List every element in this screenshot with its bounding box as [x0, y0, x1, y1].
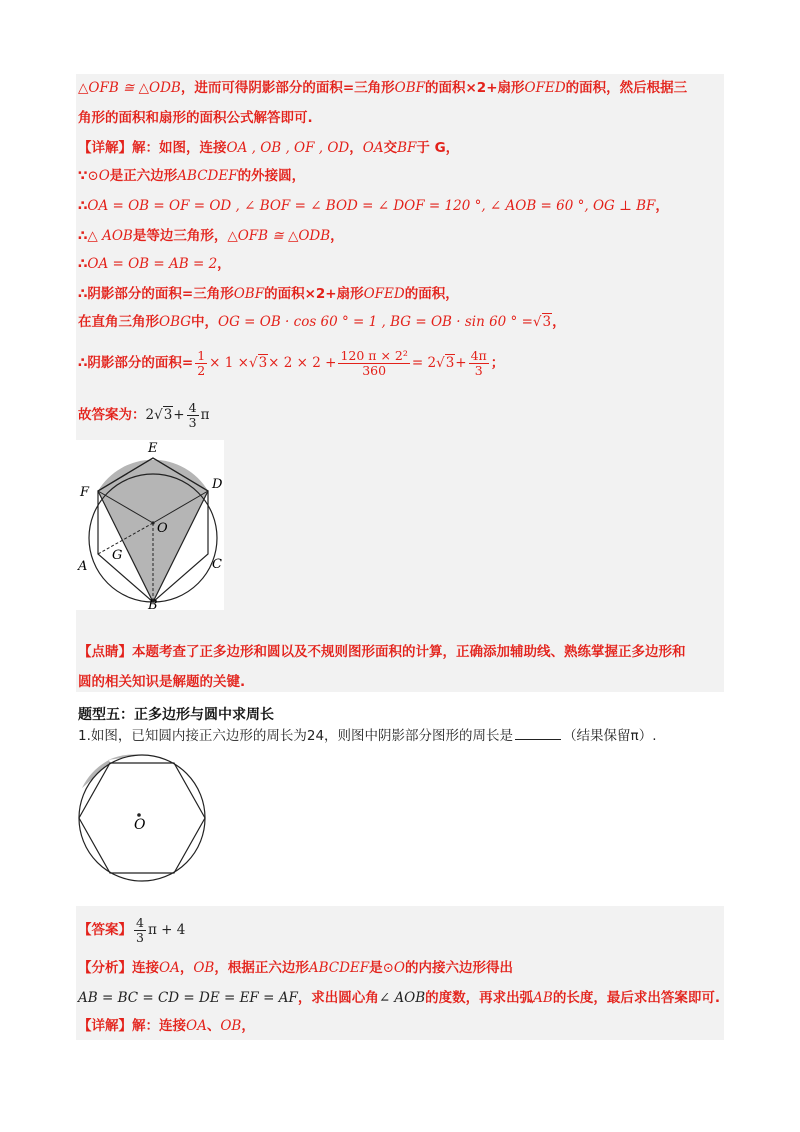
- solution-line-5: [78, 196, 669, 216]
- text: 连接: [132, 960, 159, 976]
- math: OBF: [233, 286, 265, 302]
- math: △ AOB: [87, 228, 133, 244]
- math: +: [455, 355, 467, 371]
- text: 解：连接: [132, 1018, 186, 1034]
- analysis-line-2: [78, 988, 720, 1008]
- radicand: 3: [163, 407, 173, 423]
- text: 中，: [191, 314, 219, 330]
- detail-line: [78, 1016, 255, 1036]
- analysis-line-1: [78, 958, 513, 978]
- denominator: 360: [362, 362, 387, 378]
- comment-line-2: 圆的相关知识是解题的关键.: [78, 674, 246, 690]
- denominator: 3: [474, 362, 483, 378]
- math: ABCDEF: [177, 168, 238, 184]
- solution-line-6: [78, 226, 344, 246]
- numerator: 4π: [470, 347, 487, 363]
- answer-line: [78, 912, 185, 948]
- text: 故答案为：: [78, 407, 146, 423]
- label-F: F: [80, 485, 90, 500]
- text: 的面积×2+扇形: [425, 80, 525, 96]
- math: OA: [159, 960, 180, 976]
- text: 的内接六边形得出: [405, 960, 514, 976]
- therefore-symbol: ∴: [78, 228, 88, 244]
- math: π + 4: [147, 922, 186, 938]
- text: 在直角三角形: [78, 314, 159, 330]
- text: 的面积，然后根据三: [565, 80, 688, 96]
- sqrt-expr: √3: [248, 355, 268, 371]
- text: 是等边三角形，: [132, 228, 228, 244]
- text: 的面积，: [404, 286, 459, 302]
- math: OB: [193, 960, 215, 976]
- detail-tag: 【详解】: [78, 140, 132, 156]
- label-O: O: [157, 521, 168, 536]
- solution-line-9: [78, 312, 566, 332]
- math: AB: [533, 990, 553, 1006]
- text: （结果保留π）.: [563, 728, 657, 744]
- math: OFED: [363, 286, 405, 302]
- because-symbol: ∵: [78, 168, 88, 184]
- numerator: 120 π × 2²: [340, 347, 408, 363]
- text: 交: [383, 140, 398, 156]
- text: 解：如图，连接: [132, 140, 227, 156]
- therefore-symbol: ∴: [78, 198, 88, 214]
- solution-line-7: [78, 254, 231, 274]
- denominator: 3: [188, 414, 197, 430]
- denominator: 3: [136, 929, 144, 945]
- math: × 1 ×: [209, 355, 249, 371]
- answer-blank: [515, 739, 561, 740]
- question-text: [78, 724, 656, 744]
- math: OA = OB = OF = OD , ∠ BOF = ∠ BOD = ∠ DOF = 120 °, ∠ AOB = 60 °, OG ⊥ BF: [87, 198, 656, 214]
- math: = 2: [411, 355, 437, 371]
- solution-line-11: [78, 396, 209, 434]
- math: ABCDEF: [308, 960, 370, 976]
- math: AB = BC = CD = DE = EF = AF: [78, 990, 298, 1006]
- therefore-symbol: ∴: [78, 256, 88, 272]
- label-E: E: [148, 441, 158, 456]
- math: +: [173, 407, 185, 423]
- math: BF: [397, 140, 417, 156]
- text: 1.如图，已知圆内接正六边形的周长为24，则图中阴影部分图形的周长是: [78, 728, 514, 744]
- label-A: A: [78, 559, 88, 574]
- fraction: [469, 349, 489, 378]
- text: 的度数，再求出弧: [425, 990, 534, 1006]
- text: ，: [552, 314, 566, 330]
- text: 是正六边形: [109, 168, 178, 184]
- text: 本题考查了正多边形和圆以及不规则图形面积的计算，正确添加辅助线、熟练掌握正多边形和: [132, 644, 686, 660]
- text: ；: [490, 355, 505, 371]
- fraction: [134, 916, 146, 945]
- solution-line-2: 角形的面积和扇形的面积公式解答即可.: [78, 110, 313, 126]
- solution-line-10: [78, 344, 504, 382]
- text: ，求出圆心角: [297, 990, 379, 1006]
- sqrt-expr: √3: [532, 314, 552, 330]
- text: ，根据正六边形: [214, 960, 309, 976]
- text: ，: [349, 140, 363, 156]
- math: ∠ AOB: [378, 990, 426, 1006]
- congruence-expr: △OFB ≅ △ODB: [78, 80, 181, 96]
- math: OA = OB = AB = 2: [87, 256, 218, 272]
- sqrt-expr: √3: [436, 355, 455, 371]
- math: OFED: [524, 80, 566, 96]
- radicand: 3: [445, 355, 455, 371]
- text: ，: [655, 198, 669, 214]
- text: ∴阴影部分的面积=三角形: [78, 286, 234, 302]
- fraction: [195, 349, 207, 378]
- answer-tag: 【答案】: [78, 922, 132, 938]
- text: 的面积×2+扇形: [264, 286, 364, 302]
- text: 是: [369, 960, 383, 976]
- denominator: 2: [197, 362, 206, 378]
- label-C: C: [212, 557, 222, 572]
- text: 于 G，: [416, 140, 460, 156]
- text: 的长度，最后求出答案即可.: [552, 990, 720, 1006]
- hexagon-figure-1: [76, 440, 224, 610]
- math: ⊙O: [87, 168, 110, 184]
- sqrt-expr: √3: [154, 407, 173, 423]
- fraction: [338, 349, 409, 378]
- text: ∴阴影部分的面积=: [78, 355, 194, 371]
- label-G: G: [112, 548, 123, 563]
- text: ，: [217, 256, 231, 272]
- text: 的外接圆，: [237, 168, 306, 184]
- fraction: [187, 401, 199, 430]
- math: π: [200, 407, 210, 423]
- solution-line-1: [78, 78, 687, 98]
- math: OA: [362, 140, 384, 156]
- math: OG = OB · cos 60 ° = 1 , BG = OB · sin 60 ° =: [218, 314, 533, 330]
- text: ，: [179, 960, 194, 976]
- math: OB: [220, 1018, 242, 1034]
- text: 、: [206, 1018, 221, 1034]
- section-heading: 题型五：正多边形与圆中求周长: [78, 707, 274, 723]
- label-D: D: [212, 477, 223, 492]
- math: OBG: [159, 314, 192, 330]
- label-O: O: [134, 817, 146, 833]
- comment-tag: 【点睛】: [78, 644, 132, 660]
- numerator: 1: [197, 347, 206, 363]
- radicand: 3: [258, 355, 268, 371]
- text: ，进而可得阴影部分的面积=三角形: [180, 80, 395, 96]
- solution-line-4: [78, 166, 305, 186]
- numerator: 4: [136, 914, 144, 930]
- label-B: B: [148, 598, 158, 610]
- analysis-tag: 【分析】: [78, 960, 132, 976]
- text: ，: [330, 228, 344, 244]
- numerator: 4: [188, 399, 197, 415]
- solution-line-8: [78, 284, 459, 304]
- radicand: 3: [542, 314, 552, 330]
- detail-tag: 【详解】: [78, 1018, 132, 1034]
- math: OBF: [394, 80, 425, 96]
- math: × 2 × 2 +: [268, 355, 337, 371]
- math: OA: [186, 1018, 207, 1034]
- math: OA , OB , OF , OD: [226, 140, 350, 156]
- math: ⊙O: [382, 960, 406, 976]
- math: △OFB ≅ △ODB: [227, 228, 331, 244]
- hexagon-figure-2: [76, 754, 212, 886]
- solution-line-3: [78, 138, 459, 158]
- text: ，: [241, 1018, 255, 1034]
- math: 2: [145, 407, 155, 423]
- comment-line-1: [78, 642, 686, 662]
